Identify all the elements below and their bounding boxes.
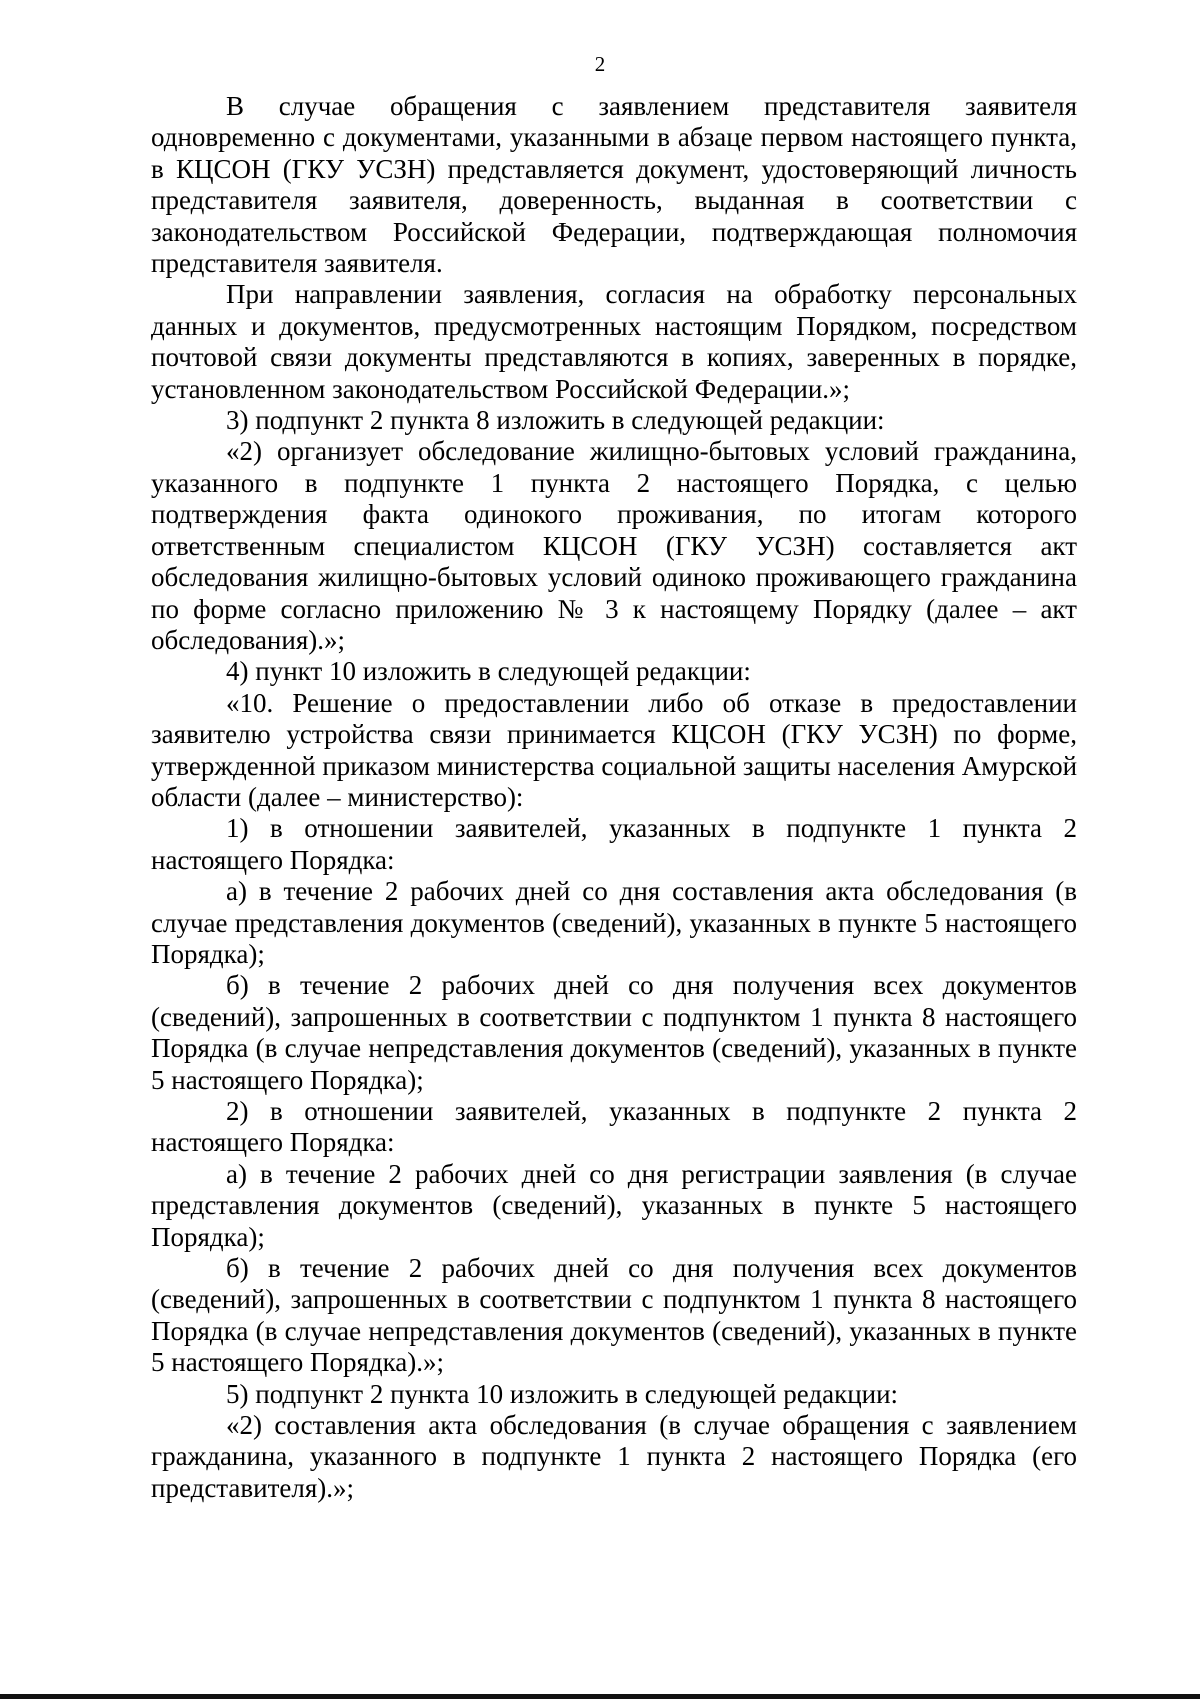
paragraph-point-10-sub-2a: а) в течение 2 рабочих дней со дня регистрации заявления (в случае представления документов (сведений), указанных в пункте 5 настоящего Порядка); — [151, 1158, 1077, 1252]
paragraph-point-10-sub-2b: б) в течение 2 рабочих дней со дня получения всех документов (сведений), запрошенных в соответствии с подпунктом 1 пункта 8 настоящего Порядка (в случае непредставления документов (сведений), указанных в пункте 5 настоящего Порядка).»; — [151, 1253, 1077, 1378]
paragraph-point-10-sub-1b: б) в течение 2 рабочих дней со дня получения всех документов (сведений), запрошенных в соответствии с подпунктом 1 пункта 8 настоящего Порядка (в случае непредставления документов (сведений), указанных в пункте 5 настоящего Порядка); — [151, 970, 1077, 1095]
paragraph-postal-submission: При направлении заявления, согласия на обработку персональных данных и документов, предусмотренных настоящим Порядком, посредством почтовой связи документы представляются в копиях, заверенных в порядке, установленном законодательством Российской Федерации.»; — [151, 279, 1077, 404]
paragraph-amendment-4: 4) пункт 10 изложить в следующей редакции: — [226, 656, 751, 687]
paragraph-amendment-3: 3) подпункт 2 пункта 8 изложить в следующей редакции: — [226, 405, 885, 436]
paragraph-amendment-5: 5) подпункт 2 пункта 10 изложить в следующей редакции: — [226, 1378, 899, 1409]
paragraph-point-10-sub-1a: а) в течение 2 рабочих дней со дня составления акта обследования (в случае представления документов (сведений), указанных в пункте 5 настоящего Порядка); — [151, 876, 1077, 969]
paragraph-point-10: «10. Решение о предоставлении либо об отказе в предоставлении заявителю устройства связи принимается КЦСОН (ГКУ УСЗН) по форме, утвержденной приказом министерства социальной защиты населения Амурской области (далее – министерство): — [151, 687, 1078, 812]
paragraph-amendment-5-text: «2) составления акта обследования (в случае обращения с заявлением гражданина, указанного в подпункте 1 пункта 2 настоящего Порядка (его представителя).»; — [151, 1410, 1077, 1503]
page-number: 2 — [594, 52, 606, 76]
paragraph-representative-documents: В случае обращения с заявлением представителя заявителя одновременно с документами, указанными в абзаце первом настоящего пункта, в КЦСОН (ГКУ УСЗН) представляется документ, удостоверяющий личность представителя заявителя, доверенность, выданная в соответствии с законодательством Российской Федерации, подтверждающая полномочия представителя заявителя. — [151, 91, 1077, 279]
paragraph-amendment-3-text: «2) организует обследование жилищно-бытовых условий гражданина, указанного в подпункте 1 пункта 2 настоящего Порядка, с целью подтверждения факта одинокого проживания, по итогам которого ответственным специалистом КЦСОН (ГКУ УСЗН) составляется акт обследования жилищно-бытовых условий одиноко проживающего гражданина по форме согласно приложению № 3 к настоящему Порядку (далее – акт обследования).»; — [151, 436, 1077, 655]
paragraph-point-10-sub-2: 2) в отношении заявителей, указанных в подпункте 2 пункта 2 настоящего Порядка: — [151, 1096, 1077, 1158]
document-body — [151, 91, 1077, 1504]
scan-edge-line — [0, 1694, 1200, 1699]
paragraph-point-10-sub-1: 1) в отношении заявителей, указанных в подпункте 1 пункта 2 настоящего Порядка: — [151, 813, 1077, 875]
